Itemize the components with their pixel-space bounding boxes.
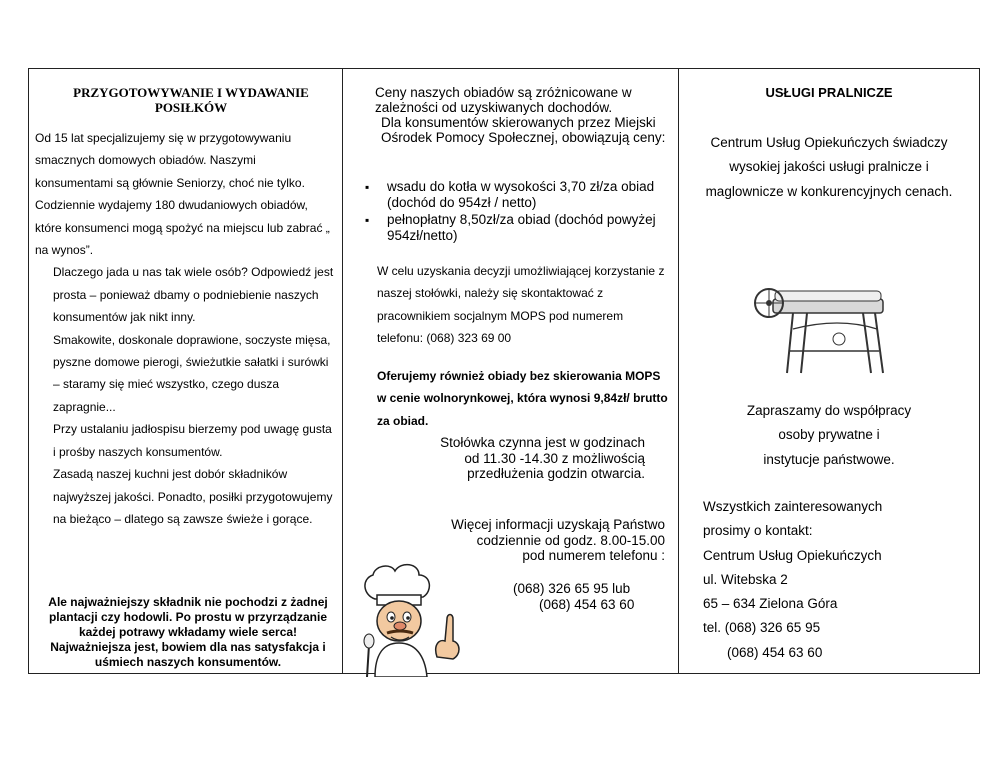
- meals-paragraph: Zasadą naszej kuchni jest dobór składników najwyższej jakości. Ponadto, posiłki przygotowujemy na bieżąco – dlatego są zawsze świeże i gorące.: [53, 467, 333, 526]
- meals-paragraph: Smakowite, doskonale doprawione, soczyste mięsa, pyszne domowe pierogi, świeżutkie sałatki i surówki – staramy się mieć wszystko, czego dusza zapragnie...: [53, 332, 331, 414]
- phone-line: (068) 326 65 95 lub: [513, 581, 631, 596]
- price-item: ▪ pełnopłatny 8,50zł/za obiad (dochód powyżej 954zł/netto): [387, 212, 687, 244]
- contact-street: ul. Witebska 2: [703, 571, 788, 587]
- offer-info: [359, 365, 669, 432]
- decision-text: W celu uzyskania decyzji umożliwiającej korzystanie z naszej stołówki, należy się skontaktować z pracownikiem socjalnym MOPS pod numerem telefonu: (068) 323 69 00: [377, 264, 665, 346]
- more-info: [403, 517, 665, 564]
- contact-line: prosimy o kontakt:: [703, 523, 813, 539]
- leaflet-frame: [28, 68, 980, 674]
- offer-text: Oferujemy również obiady bez skierowania MOPS w cenie wolnorynkowej, która wynosi 9,84zł/ brutto za obiad.: [377, 369, 668, 428]
- price-list: [353, 179, 687, 245]
- meals-title: PRZYGOTOWYWANIE I WYDAWANIE POSIŁKÓW: [73, 85, 309, 115]
- laundry-description: Centrum Usług Opiekuńczych świadczy wysokiej jakości usługi pralnicze i maglownicze w konkurencyjnych cenach.: [705, 135, 953, 199]
- column-laundry: [679, 69, 979, 673]
- prices-intro-2: Dla konsumentów skierowanych przez Miejski Ośrodek Pomocy Społecznej, obowiązują ceny:: [381, 115, 666, 145]
- contact-phone-2: (068) 454 63 60: [727, 644, 823, 660]
- more-line: codziennie od godz. 8.00-15.00: [476, 532, 665, 548]
- meals-paragraph: Dlaczego jada u nas tak wiele osób? Odpowiedź jest prosta – ponieważ dbamy o podniebienie naszych konsumentów jak nikt inny.: [53, 265, 334, 325]
- prices-intro: [359, 85, 669, 145]
- contact-city: 65 – 634 Zielona Góra: [703, 596, 838, 612]
- chef-illustration: [353, 559, 483, 677]
- hours-line: od 11.30 -14.30 z możliwością: [464, 450, 645, 466]
- phone-line: (068) 454 63 60: [539, 596, 635, 612]
- invite-line: osoby prywatne i: [778, 427, 880, 443]
- contact-line: Wszystkich zainteresowanych: [703, 499, 883, 514]
- contact-org: Centrum Usług Opiekuńczych: [703, 547, 882, 563]
- invitation: [697, 399, 961, 472]
- meals-paragraph: Od 15 lat specjalizujemy się w przygotowywaniu smacznych domowych obiadów. Naszymi konsumentami są głównie Seniorzy, choć nie tylko. Codziennie wydajemy 180 dwudaniowych obiadów, które konsumenci mogą spożyć na miejscu lub zabrać „ na wynos”.: [35, 131, 330, 258]
- column-prices: [343, 69, 679, 673]
- invite-line: Zapraszamy do współpracy: [746, 403, 912, 418]
- hours-line: przedłużenia godzin otwarcia.: [467, 466, 645, 481]
- more-line: pod numerem telefonu :: [522, 548, 665, 563]
- phone-numbers: [513, 581, 643, 612]
- meals-paragraph: Przy ustalaniu jadłospisu bierzemy pod uwagę gusta i prośby naszych konsumentów.: [53, 422, 332, 459]
- decision-info: [359, 260, 669, 350]
- prices-intro-1: Ceny naszych obiadów są zróżnicowane w zależności od uzyskiwanych dochodów.: [375, 85, 632, 115]
- meals-body: [35, 127, 335, 530]
- more-line: Więcej informacji uzyskają Państwo: [451, 517, 665, 532]
- price-item: ▪ wsadu do kotła w wysokości 3,70 zł/za obiad (dochód do 954zł / netto): [387, 179, 687, 211]
- opening-hours: [423, 435, 645, 482]
- contact-phone: tel. (068) 326 65 95: [703, 620, 821, 636]
- laundry-title: USŁUGI PRALNICZE: [765, 85, 893, 100]
- meals-bold-note: Ale najważniejszy składnik nie pochodzi z żadnej plantacji czy hodowli. Po prostu w przyrządzanie każdej potrawy wkładamy wiele serca! Najważniejsza jest, bowiem dla nas satysfakcja i uśmiech naszych konsumentów.: [48, 595, 328, 669]
- invite-line: instytucje państwowe.: [763, 451, 895, 467]
- hours-line: Stołówka czynna jest w godzinach: [440, 435, 645, 450]
- mangle-machine-illustration: [753, 269, 903, 379]
- column-meals: [29, 69, 343, 673]
- contact-block: [703, 495, 963, 665]
